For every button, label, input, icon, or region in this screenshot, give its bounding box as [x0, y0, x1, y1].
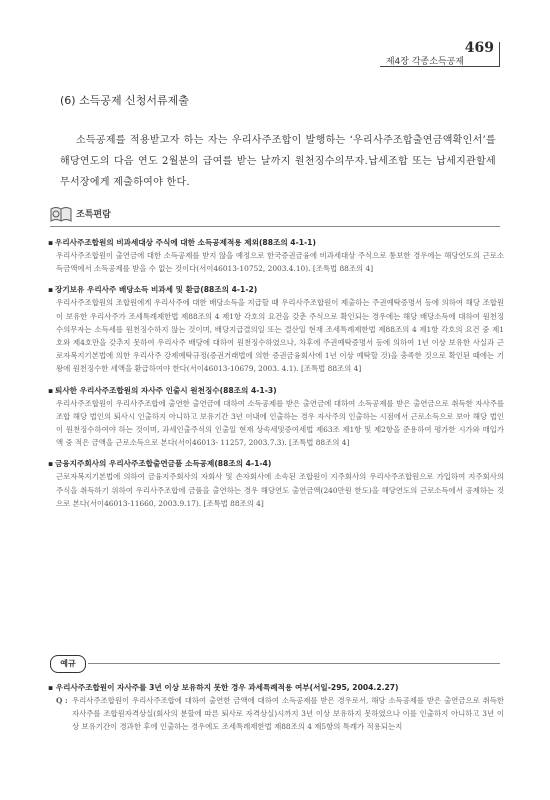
chapter-title: 제4장 각종소득공제	[385, 57, 464, 67]
reference-label: 조특편람	[76, 210, 111, 220]
item-body: 우리사주조합원이 우리사주조합에 출연한 출연금에 대하여 소득공제를 받은 출연금에 대하여 소득공제를 받은 출연금으로 취득한 자사주를 조합 해당 법인의 퇴사시 인출하지 아니하고 보유기간 3년 이내에 인출하는 경우 자사주의 인출하는 시점에서 근로소득으로 보아 해당 법인이 원천징수하여야 하는 것이며, 과세인출주식의 인출일 현재 상속세및증여세법 제63조 제1항 및 제2항을 준용하여 평가한 시가와 매입가액 중 적은 금액을 근로소득으로 본다(서이46013- 11257, 2003.7.3). [조특법 88조의 4]	[56, 398, 504, 448]
example-block	[48, 681, 504, 734]
item-body: 근로자복지기본법에 의하여 금융지주회사의 자회사 및 손자회사에 소속된 조합원이 지주회사의 우리사주조합원으로 가입하여 지주회사의 주식을 취득하기 위하여 우리사주조합에 금품을 출연하는 경우 해당연도 출연금액(240만원 한도)을 해당연도의 근로소득에서 공제하는 것으로 본다(서이46013-11660, 2003.9.17). [조특법 88조의 4]	[56, 472, 504, 508]
header-rule	[380, 66, 500, 67]
header-divider	[499, 42, 500, 66]
item-body: 우리사주조합원이 출연금에 대한 소득공제를 받지 않을 예정으로 한국증권금융에 비과세대상 주식으로 통보한 경우에는 해당연도의 근로소득금액에서 소득공제를 받을 수 없는 것이다(서이46013-10752, 2003.4.10). [조특법 88조의 4]	[56, 251, 504, 274]
item-title: 퇴사한 우리사주조합원의 자사주 인출시 원천징수(88조의 4-1-3)	[55, 385, 277, 395]
item-body: 우리사주조합원의 조합원에게 우리사주에 대한 배당소득을 지급할 때 우리사주조합원이 제출하는 주권예탁증명서 등에 의하여 해당 조합원이 보유한 우리사주가 조세특례제한법 제88조의 4 제1항 각호의 요건을 갖춘 주식으로 확인되는 경우에는 해당 배당소득에 대하여 원천징수의무자는 소득세를 원천징수하지 않는 것이며, 배당지급결의일 또는 결산일 현재 조세특례제한법 제88조의 4 제1항 각호의 요건 중 제1호와 제4호만을 갖추지 못하여 우리사주 배당에 대하여 원천징수하였으나, 차후에 주권예탁증명서 등에 의하여 1년 이상 보유한 사실과 근로자복지기본법에 의한 우리사주 강제예탁규정(증권거래법에 의한 증권금융회사에 1년 이상 예탁할 것)을 충족한 것으로 확인된 때에는 기왕에 원천징수한 세액을 환급하여야 한다(서이46013-10679, 2003. 4.1). [조특법 88조의 4]	[56, 298, 504, 374]
bullet-icon: ▪	[48, 238, 54, 247]
book-icon	[50, 205, 72, 223]
item-title: 장기보유 우리사주 배당소득 비과세 및 환급(88조의 4-1-2)	[55, 285, 258, 295]
item-title: 우리사주조합원의 비과세대상 주식에 대한 소득공제적용 제외(88조의 4-1-1)	[55, 238, 316, 247]
reference-list	[48, 236, 504, 518]
body-paragraph: 소득공제를 적용받고자 하는 자는 우리사주조합이 발행하는 ‘우리사주조합출연금액확인서’를 해당연도의 다음 연도 2월분의 급여를 받는 날까지 원천징수의무자․납세조합 또는 납세지관할세무서장에게 제출하여야 한다.	[60, 135, 496, 188]
page-header	[0, 0, 550, 72]
question-marker: Q :	[56, 696, 68, 705]
section-title: (6) 소득공제 신청서류제출	[60, 94, 189, 107]
reference-header	[50, 203, 150, 225]
example-title: 우리사주조합원이 자사주를 3년 이상 보유하지 못한 경우 과세특례적용 여부(서일-295, 2004.2.27)	[55, 683, 399, 692]
bullet-icon: ▪	[48, 385, 54, 395]
list-item	[48, 283, 504, 375]
list-item	[48, 236, 504, 275]
reference-rule	[50, 226, 500, 227]
bullet-icon: ▪	[48, 285, 54, 295]
bullet-icon: ▪	[48, 683, 56, 692]
list-item	[48, 384, 504, 450]
list-item	[48, 457, 504, 510]
example-rule	[88, 663, 500, 664]
bullet-icon: ▪	[48, 459, 54, 469]
item-title: 금융지주회사의 우리사주조합출연금품 소득공제(88조의 4-1-4)	[55, 459, 272, 469]
page-number: 469	[464, 40, 494, 56]
question-text: 우리사주조합원이 우리사주조합에 대하여 출연한 금액에 대하여 소득공제를 받은 경우로서, 해당 소득공제를 받은 출연금으로 취득한 자사주를 조합원자격상실(회사의 분할에 따른 퇴사로 자격상실)시까지 3년 이상 보유하지 못하였으나 이를 인출하지 아니하고 3년 이상 보유기간이 경과한 후에 인출하는 경우에도 조세특례제한법 제88조의 4 제5항의 특례가 적용되는지	[72, 696, 504, 732]
example-label: 예규	[50, 655, 86, 673]
